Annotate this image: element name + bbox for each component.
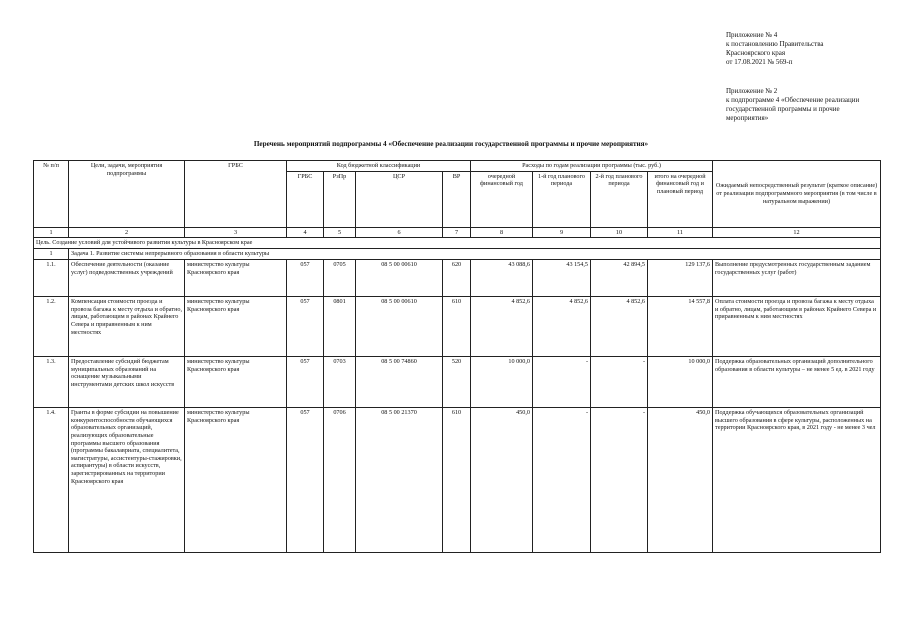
row-name: Обеспечение деятельности (оказание услуг) подведомственных учреждений <box>69 260 185 297</box>
header-budget-code: Код бюджетной классификации <box>287 161 471 172</box>
header-csr: ЦСР <box>356 171 443 227</box>
annex4-line: от 17.08.2021 № 569-п <box>726 58 793 66</box>
row-total: 10 000,0 <box>648 357 713 408</box>
col-number: 5 <box>324 227 356 238</box>
col-number: 3 <box>185 227 287 238</box>
header-vr: ВР <box>443 171 471 227</box>
row-grbs: министерство культуры Красноярского края <box>185 357 287 408</box>
row-total: 450,0 <box>648 408 713 553</box>
col-number: 12 <box>713 227 881 238</box>
row-grbs-code: 057 <box>287 297 324 357</box>
col-number: 7 <box>443 227 471 238</box>
row-year1: - <box>533 357 591 408</box>
header-result: Ожидаемый непосредственный результат (краткое описание) от реализации подпрограммного мероприятия (в том числе в натуральном выражении) <box>713 161 881 228</box>
table-row <box>34 408 881 553</box>
header-year1: 1-й год планового периода <box>533 171 591 227</box>
row-vr: 520 <box>443 357 471 408</box>
annex4-line: Приложение № 4 <box>726 31 778 39</box>
annex4-line: к постановлению Правительства <box>726 40 824 48</box>
annex4-header <box>726 31 824 67</box>
row-num: 1.1. <box>34 260 69 297</box>
header-grbs: ГРБС <box>185 161 287 228</box>
row-csr: 08 5 00 74860 <box>356 357 443 408</box>
task-text: Задача 1. Развитие системы непрерывного образования в области культуры <box>69 249 881 260</box>
row-total: 129 137,6 <box>648 260 713 297</box>
annex2-header <box>726 87 859 123</box>
document-title: Перечень мероприятий подпрограммы 4 «Обеспечение реализации государственной программы и прочие мероприятия» <box>253 140 649 148</box>
goal-text: Цель. Создание условий для устойчивого развития культуры в Красноярском крае <box>34 238 881 249</box>
row-current-year: 10 000,0 <box>471 357 533 408</box>
row-rzpr: 0801 <box>324 297 356 357</box>
row-current-year: 4 852,6 <box>471 297 533 357</box>
row-vr: 610 <box>443 297 471 357</box>
row-year2: - <box>591 408 648 553</box>
row-vr: 610 <box>443 408 471 553</box>
row-name: Предоставление субсидий бюджетам муниципальных образований на оснащение музыкальными инструментами детских школ искусств <box>69 357 185 408</box>
table-row <box>34 260 881 297</box>
row-csr: 08 5 00 00610 <box>356 260 443 297</box>
measures-table <box>33 160 881 553</box>
table-row <box>34 357 881 408</box>
column-numbers-row <box>34 227 881 238</box>
annex2-line: государственной программы и прочие <box>726 105 840 113</box>
row-year2: 42 894,5 <box>591 260 648 297</box>
header-goals: Цели, задачи, мероприятия подпрограммы <box>69 161 185 228</box>
row-grbs: министерство культуры Красноярского края <box>185 408 287 553</box>
goal-row <box>34 238 881 249</box>
header-rzpr: РзПр <box>324 171 356 227</box>
row-result: Оплата стоимости проезда и провоза багажа к месту отдыха и обратно, лицам, работающим в районах Крайнего Севера и приравненным к ним местностях <box>713 297 881 357</box>
row-current-year: 450,0 <box>471 408 533 553</box>
row-current-year: 43 088,6 <box>471 260 533 297</box>
header-expenses: Расходы по годам реализации программы (тыс. руб.) <box>471 161 713 172</box>
annex2-line: к подпрограмме 4 «Обеспечение реализации <box>726 96 860 104</box>
row-year1: 43 154,5 <box>533 260 591 297</box>
col-number: 6 <box>356 227 443 238</box>
row-year2: 4 852,6 <box>591 297 648 357</box>
row-num: 1.2. <box>34 297 69 357</box>
row-total: 14 557,8 <box>648 297 713 357</box>
row-result: Поддержка обучающихся образовательных организаций высшего образования в сфере культуры, расположенных на территории Красноярского края, в 2021 году - не менее 3 чел <box>713 408 881 553</box>
row-result: Выполнение предусмотренных государственным заданием государственных услуг (работ) <box>713 260 881 297</box>
row-grbs-code: 057 <box>287 260 324 297</box>
row-grbs: министерство культуры Красноярского края <box>185 297 287 357</box>
annex2-line: Приложение № 2 <box>726 87 778 95</box>
table-row <box>34 297 881 357</box>
row-num: 1.3. <box>34 357 69 408</box>
col-number: 11 <box>648 227 713 238</box>
col-number: 1 <box>34 227 69 238</box>
header-total: итого на очередной финансовый год и плановый период <box>648 171 713 227</box>
row-name: Компенсация стоимости проезда и провоза багажа к месту отдыха и обратно, лицам, работающим в районах Крайнего Севера и приравненным к ним местностях <box>69 297 185 357</box>
row-grbs: министерство культуры Красноярского края <box>185 260 287 297</box>
row-rzpr: 0706 <box>324 408 356 553</box>
row-rzpr: 0703 <box>324 357 356 408</box>
row-result: Поддержка образовательных организаций дополнительного образования в области культуры – не менее 5 ед. в 2021 году <box>713 357 881 408</box>
row-year1: - <box>533 408 591 553</box>
col-number: 9 <box>533 227 591 238</box>
task-num: 1 <box>34 249 69 260</box>
col-number: 2 <box>69 227 185 238</box>
row-rzpr: 0705 <box>324 260 356 297</box>
header-current-year: очередной финансовый год <box>471 171 533 227</box>
task-row <box>34 249 881 260</box>
row-year1: 4 852,6 <box>533 297 591 357</box>
col-number: 10 <box>591 227 648 238</box>
header-year2: 2-й год планового периода <box>591 171 648 227</box>
col-number: 4 <box>287 227 324 238</box>
row-grbs-code: 057 <box>287 357 324 408</box>
row-vr: 620 <box>443 260 471 297</box>
row-num: 1.4. <box>34 408 69 553</box>
row-name: Гранты в форме субсидии на повышение конкурентоспособности обучающихся образовательных организаций, реализующих образовательные программы высшего образования (программы бакалавриата, специалитета, магистратуры, ассистентуры-стажировки, аспирантуры) в области искусств, зарегистрированных на территории Красноярского края <box>69 408 185 553</box>
row-year2: - <box>591 357 648 408</box>
annex2-line: мероприятия» <box>726 114 769 122</box>
row-csr: 08 5 00 00610 <box>356 297 443 357</box>
col-number: 8 <box>471 227 533 238</box>
header-row-1 <box>34 161 881 172</box>
header-grbs-code: ГРБС <box>287 171 324 227</box>
header-num: № п/п <box>34 161 69 228</box>
annex4-line: Красноярского края <box>726 49 786 57</box>
row-grbs-code: 057 <box>287 408 324 553</box>
row-csr: 08 5 00 21370 <box>356 408 443 553</box>
